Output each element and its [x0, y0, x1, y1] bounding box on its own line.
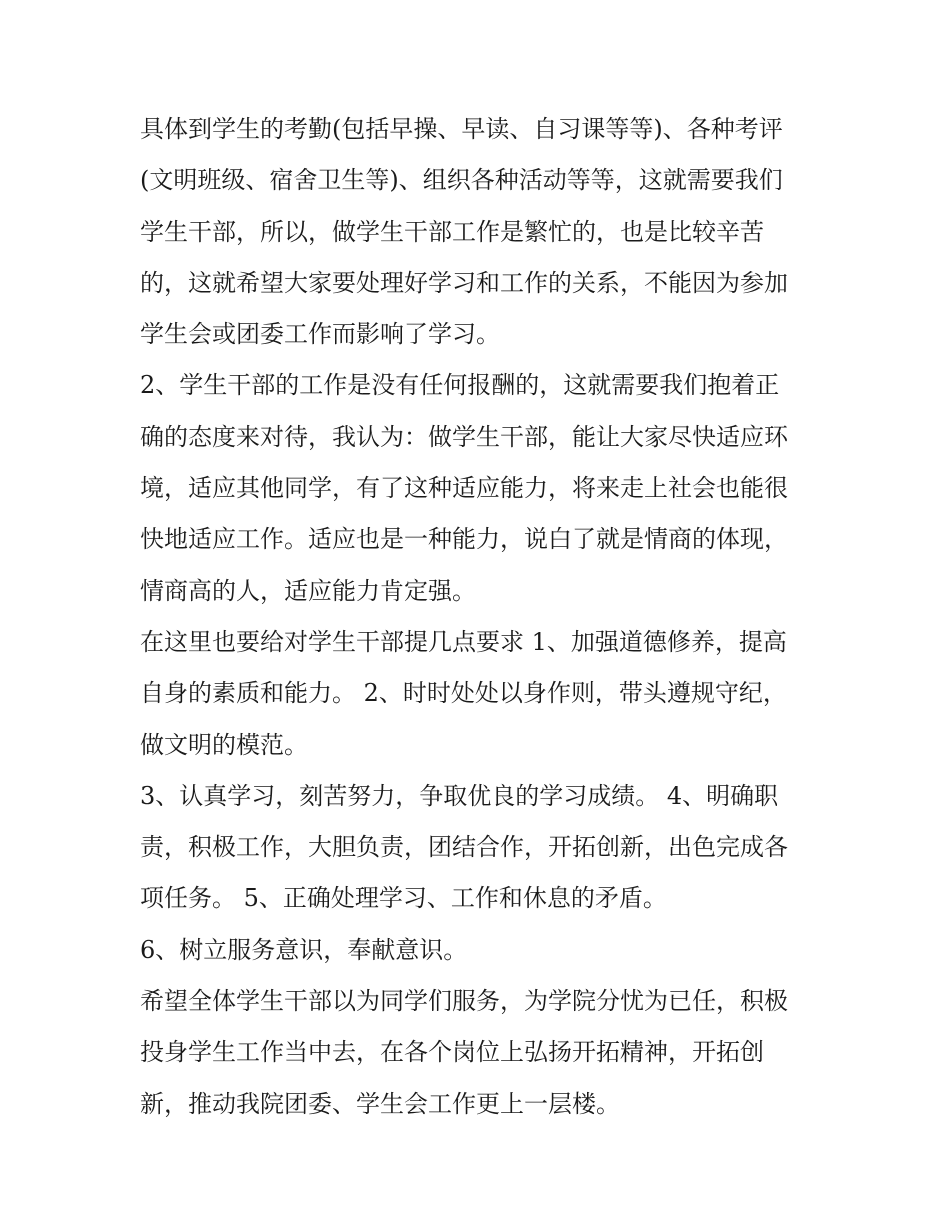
- text-line: 在这里也要给对学生干部提几点要求 1、加强道德修养，提高: [140, 627, 787, 656]
- text-line: 的，这就希望大家要处理好学习和工作的关系，不能因为参加: [140, 268, 788, 297]
- text-line: 3、认真学习，刻苦努力，争取优良的学习成绩。 4、明确职: [140, 781, 779, 810]
- text-line: 投身学生工作当中去，在各个岗位上弘扬开拓精神，开拓创: [140, 1038, 764, 1067]
- text-line: 做文明的模范。: [140, 730, 308, 759]
- text-line: 责，积极工作，大胆负责，团结合作，开拓创新，出色完成各: [140, 833, 788, 862]
- text-line: (文明班级、宿舍卫生等)、组织各种活动等等，这就需要我们: [140, 166, 783, 195]
- text-line: 自身的素质和能力。 2、时时处处以身作则，带头遵规守纪，: [140, 679, 787, 708]
- text-line: 确的态度来对待，我认为：做学生干部，能让大家尽快适应环: [140, 422, 788, 451]
- text-line: 2、学生干部的工作是没有任何报酬的，这就需要我们抱着正: [140, 371, 780, 400]
- text-line: 快地适应工作。适应也是一种能力，说白了就是情商的体现，: [140, 525, 788, 554]
- text-line: 学生会或团委工作而影响了学习。: [140, 320, 500, 349]
- text-line: 境，适应其他同学，有了这种适应能力，将来走上社会也能很: [140, 474, 788, 503]
- text-line: 新，推动我院团委、学生会工作更上一层楼。: [140, 1089, 620, 1118]
- text-line: 具体到学生的考勤(包括早操、早读、自习课等等)、各种考评: [140, 115, 783, 143]
- text-line: 情商高的人，适应能力肯定强。: [140, 576, 476, 605]
- text-line: 6、树立服务意识，奉献意识。: [140, 935, 468, 964]
- text-line: 项任务。 5、正确处理学习、工作和休息的矛盾。: [140, 884, 667, 913]
- text-line: 希望全体学生干部以为同学们服务，为学院分忧为已任，积极: [140, 987, 788, 1016]
- body-text: [140, 104, 820, 1130]
- text-line: 学生干部，所以，做学生干部工作是繁忙的，也是比较辛苦: [140, 217, 764, 246]
